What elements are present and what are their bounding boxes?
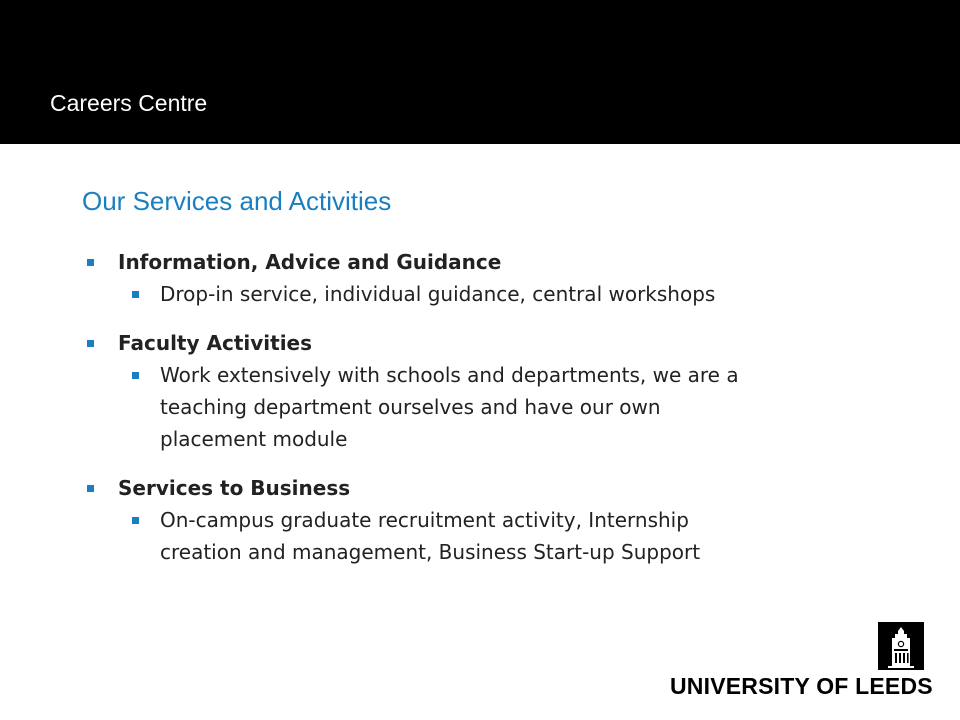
sub-item-line: placement module [160, 427, 348, 451]
bullet-item [84, 327, 884, 359]
slide-title: Our Services and Activities [82, 186, 392, 216]
bullet-item [84, 472, 884, 504]
square-bullet-icon [87, 340, 94, 347]
sub-item-line: On-campus graduate recruitment activity, Internship [160, 508, 689, 532]
logo-text: UNIVERSITY OF LEEDS [670, 673, 933, 699]
square-bullet-icon [87, 259, 94, 266]
sub-item-line: Work extensively with schools and departments, we are a [160, 363, 739, 387]
header-title: Careers Centre [50, 90, 208, 116]
sub-item-line: teaching department ourselves and have our own [160, 395, 661, 419]
square-bullet-icon [132, 517, 139, 524]
sub-item-text: Drop-in service, individual guidance, central workshops [160, 282, 716, 306]
section-faculty [84, 327, 884, 455]
clock-tower-icon [878, 622, 924, 670]
services-list [84, 246, 884, 585]
section-heading: Services to Business [118, 476, 351, 500]
sub-bullet-item [84, 359, 884, 455]
section-heading: Information, Advice and Guidance [118, 250, 502, 274]
square-bullet-icon [87, 485, 94, 492]
section-information [84, 246, 884, 310]
square-bullet-icon [132, 372, 139, 379]
sub-bullet-item [84, 504, 884, 568]
bullet-item [84, 246, 884, 278]
sub-bullet-item [84, 278, 884, 310]
university-logo [670, 622, 933, 702]
section-heading: Faculty Activities [118, 331, 313, 355]
square-bullet-icon [132, 291, 139, 298]
header-bar [0, 0, 960, 144]
sub-item-line: creation and management, Business Start-up Support [160, 540, 701, 564]
section-business [84, 472, 884, 568]
